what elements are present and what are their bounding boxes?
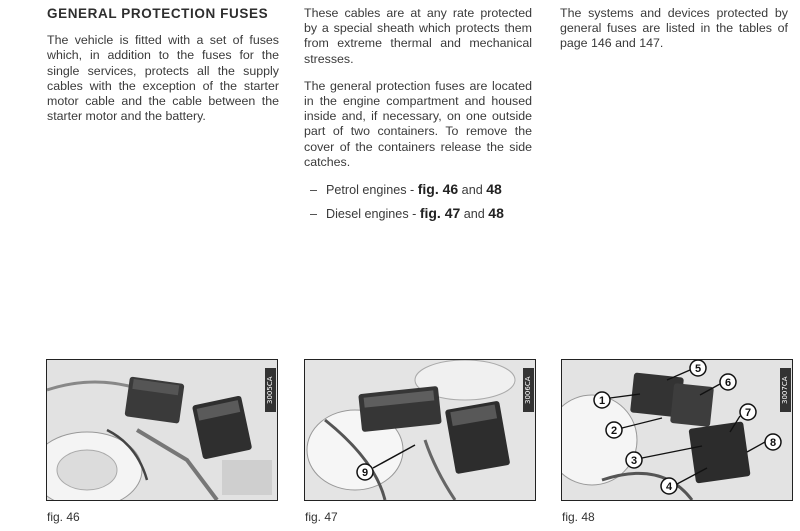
column-right (560, 6, 788, 64)
callout-7-label: 7 (744, 407, 752, 419)
engine-reference-list (304, 182, 532, 222)
photo-code: 3006CA (523, 368, 534, 412)
callout-4-label: 4 (665, 481, 673, 493)
callout-6-label: 6 (724, 377, 732, 389)
column-middle (304, 6, 532, 230)
figure-47-photo (304, 359, 536, 501)
list-item: – Petrol engines - fig. 46 and 48 (310, 181, 502, 198)
reference-paragraph: The systems and devices protected by general fuses are listed in the tables of page 146 and 147. (560, 6, 788, 51)
callout-8-label: 8 (769, 437, 777, 449)
list-item: – Diesel engines - fig. 47 and 48 (310, 205, 504, 222)
photo-code: 3005CA (265, 368, 276, 412)
figure-46-photo (46, 359, 278, 501)
figure-47-caption: fig. 47 (305, 510, 338, 524)
callout-3-label: 3 (630, 455, 638, 467)
photo-code: 3007CA (780, 368, 791, 412)
section-heading: GENERAL PROTECTION FUSES (47, 6, 269, 21)
figure-48-caption: fig. 48 (562, 510, 595, 524)
sheath-paragraph: These cables are at any rate protected by a special sheath which protects them from extreme thermal and mechanical stresses. (304, 6, 532, 66)
figure-48-photo (561, 359, 793, 501)
callout-5-label: 5 (694, 363, 702, 375)
callout-2-label: 2 (610, 425, 618, 437)
intro-paragraph: The vehicle is fitted with a set of fuses which, in addition to the fuses for the single services, protects all the supply cables with the exception of the starter motor cable and the cable between the starter motor and the battery. (47, 33, 279, 124)
callout-1-label: 1 (598, 395, 606, 407)
column-left (47, 6, 279, 136)
location-paragraph: The general protection fuses are located in the engine compartment and housed inside and, if necessary, on one outside part of two containers. To remove the cover of the containers release the side catches. (304, 78, 532, 169)
figure-46-caption: fig. 46 (47, 510, 80, 524)
callout-9-label: 9 (361, 467, 369, 479)
